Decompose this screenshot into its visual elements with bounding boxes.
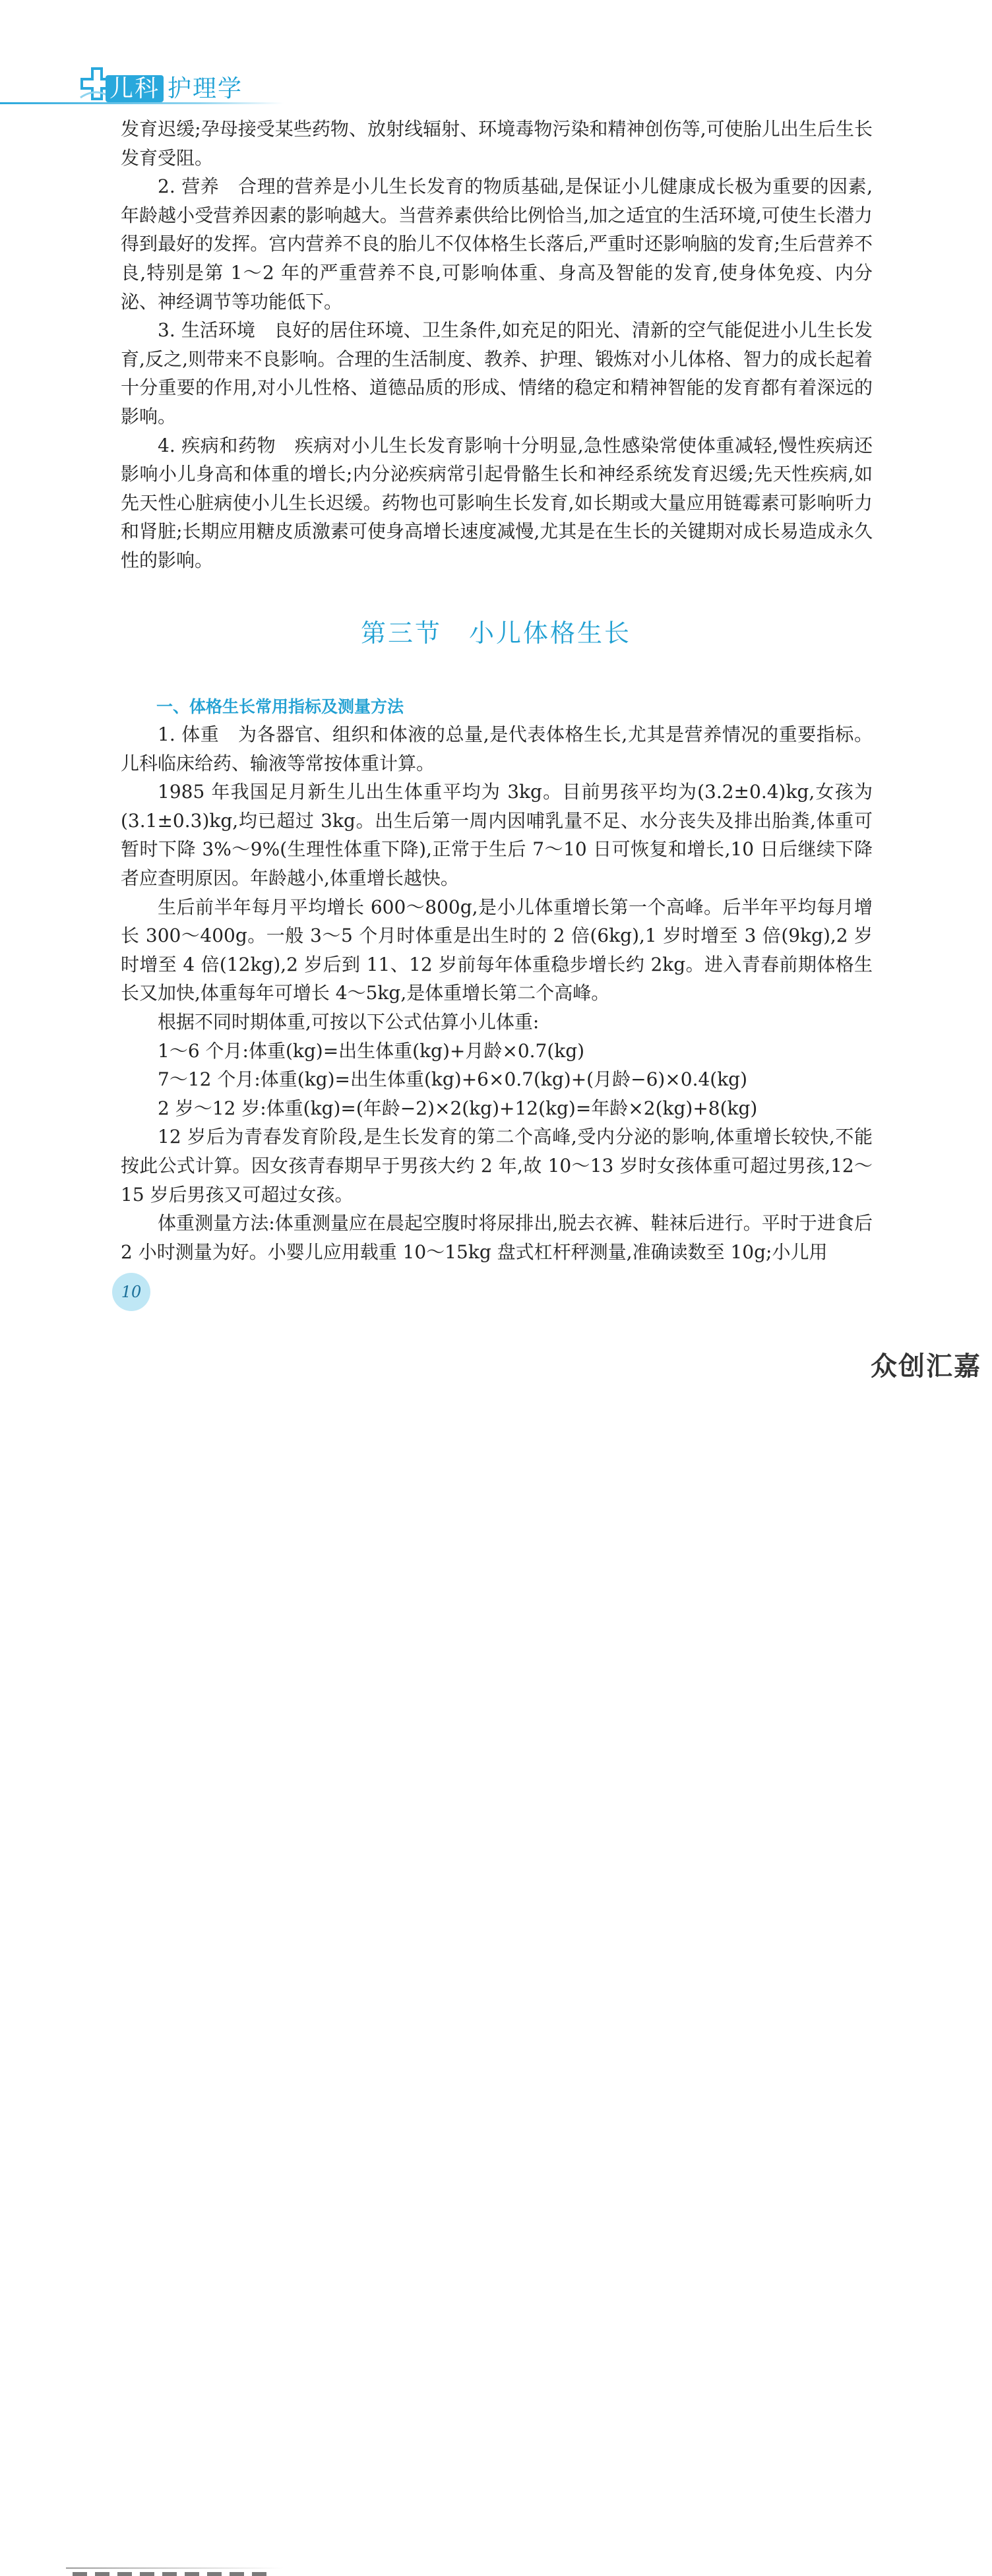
book-title-highlight: 儿科 (106, 75, 164, 102)
paragraph: 体重测量方法:体重测量应在晨起空腹时将尿排出,脱去衣裤、鞋袜后进行。平时于进食后 2 小时测量为好。小婴儿应用载重 10～15kg 盘式杠杆秤测量,准确读数至 10g;小儿用 (121, 1212, 873, 1263)
watermark: 众创汇嘉 (871, 1351, 981, 1382)
paragraph: 根据不同时期体重,可按以下公式估算小儿体重: (158, 1010, 540, 1033)
paragraph: 3. 生活环境 良好的居住环境、卫生条件,如充足的阳光、清新的空气能促进小儿生长发育,反之,则带来不良影响。合理的生活制度、教养、护理、锻炼对小儿体格、智力的成长起着十分重要的作用,对小儿性格、道德品质的形成、情绪的稳定和精神智能的发育都有着深远的影响。 (121, 319, 873, 427)
paragraph: 2. 营养 合理的营养是小儿生长发育的物质基础,是保证小儿健康成长极为重要的因素,年龄越小受营养因素的影响越大。当营养素供给比例恰当,加之适宜的生活环境,可使生长潜力得到最好的发挥。宫内营养不良的胎儿不仅体格生长落后,严重时还影响脑的发育;生后营养不良,特别是第 1～2 年的严重营养不良,可影响体重、身高及智能的发育,使身体免疫、内分泌、神经调节等功能低下。 (121, 175, 873, 313)
header-divider (0, 102, 284, 104)
section-body-text (121, 720, 873, 1266)
paragraph: 1. 体重 为各器官、组织和体液的总量,是代表体格生长,尤其是营养情况的重要指标。儿科临床给药、输液等常按体重计算。 (121, 723, 873, 774)
paragraph: 4. 疾病和药物 疾病对小儿生长发育影响十分明显,急性感染常使体重减轻,慢性疾病还影响小儿身高和体重的增长;内分泌疾病常引起骨骼生长和神经系统发育迟缓;先天性疾病,如先天性心脏病使小儿生长迟缓。药物也可影响生长发育,如长期或大量应用链霉素可影响听力和肾脏;长期应用糖皮质激素可使身高增长速度减慢,尤其是在生长的关键期对成长易造成永久性的影响。 (121, 434, 873, 571)
paragraph: 1～6 个月:体重(kg)=出生体重(kg)+月龄×0.7(kg) (158, 1039, 585, 1062)
paragraph: 7～12 个月:体重(kg)=出生体重(kg)+6×0.7(kg)+(月龄−6)×0.4(kg) (158, 1068, 748, 1091)
book-title-rest: 护理学 (168, 75, 243, 102)
footer-divider (66, 2567, 284, 2569)
paragraph: 2 岁～12 岁:体重(kg)=(年龄−2)×2(kg)+12(kg)=年龄×2(kg)+8(kg) (158, 1097, 758, 1119)
page-header (0, 0, 992, 112)
paragraph: 12 岁后为青春发育阶段,是生长发育的第二个高峰,受内分泌的影响,体重增长较快,不能按此公式计算。因女孩青春期早于男孩大约 2 年,故 10～13 岁时女孩体重可超过男孩,12～15 岁后男孩又可超过女孩。 (121, 1126, 873, 1206)
section-title: 第三节 小儿体格生长 (360, 619, 631, 648)
paragraph: 生后前半年每月平均增长 600～800g,是小儿体重增长第一个高峰。后半年平均每月增长 300～400g。一般 3～5 个月时体重是出生时的 2 倍(6kg),1 岁时增至 3 倍(9kg),2 岁时增至 4 倍(12kg),2 岁后到 11、12 岁前每年体重稳步增长约 2kg。进入青春前期体格生长又加快,体重每年可增长 4～5kg,是体重增长第二个高峰。 (121, 896, 873, 1004)
book-title (106, 70, 243, 104)
subsection-title: 一、体格生长常用指标及测量方法 (156, 697, 404, 716)
page-footer (0, 1263, 992, 1342)
paragraph: 1985 年我国足月新生儿出生体重平均为 3kg。目前男孩平均为(3.2±0.4)kg,女孩为(3.1±0.3)kg,均已超过 3kg。出生后第一周内因哺乳量不足、水分丧失及排出胎粪,体重可暂时下降 3%～9%(生理性体重下降),正常于生后 7～10 日可恢复和增长,10 日后继续下降者应查明原因。年龄越小,体重增长越快。 (121, 781, 873, 889)
footer-dashes (73, 2572, 270, 2576)
page-number: 10 (112, 1273, 150, 1311)
paragraph: 发育迟缓;孕母接受某些药物、放射线辐射、环境毒物污染和精神创伤等,可使胎儿出生后生长发育受阻。 (121, 118, 873, 169)
body-text (121, 115, 873, 575)
